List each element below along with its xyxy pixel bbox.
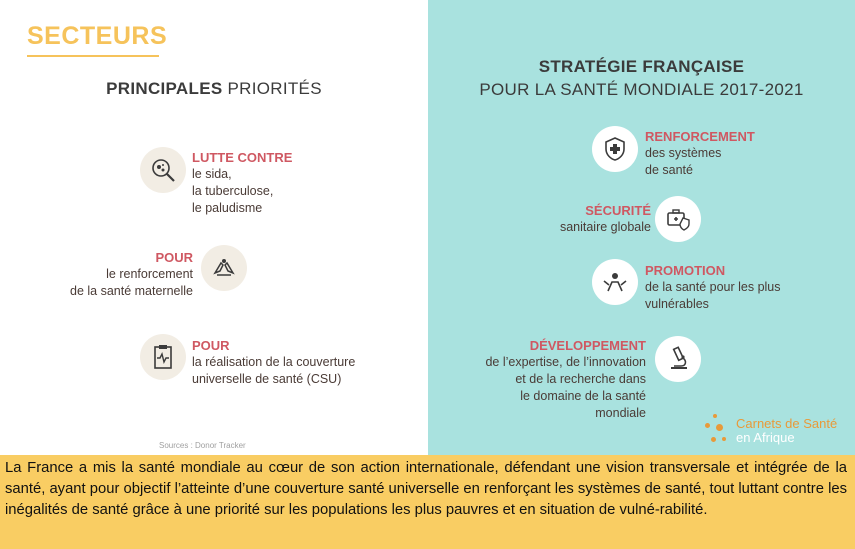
right-title-line1: STRATÉGIE FRANÇAISE [538, 57, 745, 76]
right-item-4-line: mondiale [595, 406, 646, 420]
left-item-2-line: le renforcement [106, 267, 193, 281]
section-label: SECTEURS [27, 22, 168, 50]
logo-text [736, 417, 837, 445]
right-item-4-line: de l’expertise, de l’innovation [485, 355, 646, 369]
section-underline [27, 55, 159, 57]
left-item-3-head: POUR [192, 338, 230, 353]
right-item-4 [470, 337, 646, 422]
microscope-icon [655, 336, 701, 382]
right-item-1-head: RENFORCEMENT [645, 129, 755, 144]
left-title-bold: PRINCIPALES [106, 79, 223, 98]
left-item-3-line: universelle de santé (CSU) [192, 372, 342, 386]
hands-icon [201, 245, 247, 291]
right-item-3-head: PROMOTION [645, 263, 726, 278]
left-item-1 [192, 149, 292, 217]
left-item-1-line: la tuberculose, [192, 184, 274, 198]
microscope-virus-icon [140, 147, 186, 193]
right-item-3 [645, 262, 781, 313]
right-item-4-line: et de la recherche dans [515, 372, 646, 386]
logo-line2: en Afrique [736, 430, 795, 445]
right-title-line2: POUR LA SANTÉ MONDIALE 2017-2021 [479, 80, 804, 99]
left-item-3 [192, 337, 355, 388]
right-item-4-head: DÉVELOPPEMENT [529, 338, 646, 353]
left-item-1-line: le paludisme [192, 201, 263, 215]
right-item-2-head: SÉCURITÉ [585, 203, 651, 218]
right-title [428, 55, 855, 101]
bottom-text: La France a mis la santé mondiale au cœur de son action internationale, défendant une vision transversale et intégrée de la santé, ayant pour objectif l’atteinte d’une couverture santé universelle en renforçant les systèmes de santé, tout luttant contre les inégalités de santé grâce à une priorité sur les populations les plus pauvres et en situation de vulné-rabilité. [5, 460, 847, 518]
left-title [0, 79, 428, 99]
medkit-shield-icon [655, 196, 701, 242]
left-item-1-head: LUTTE CONTRE [192, 150, 293, 165]
left-item-2-head: POUR [155, 250, 193, 265]
sources-note: Sources : Donor Tracker [159, 441, 246, 450]
right-item-3-line: vulnérables [645, 297, 709, 311]
right-item-2 [520, 202, 651, 236]
left-item-2 [40, 249, 193, 300]
people-hands-icon [592, 259, 638, 305]
logo-line1: Carnets de Santé [736, 416, 838, 431]
right-item-3-line: de la santé pour les plus [645, 280, 781, 294]
right-item-1-line: des systèmes [645, 146, 722, 160]
left-item-2-line: de la santé maternelle [70, 284, 193, 298]
right-item-1-line: de santé [645, 163, 693, 177]
shield-cross-icon [592, 126, 638, 172]
left-item-3-line: la réalisation de la couverture [192, 355, 356, 369]
right-item-4-line: le domaine de la santé [520, 389, 646, 403]
medical-chart-icon [140, 334, 186, 380]
left-item-1-line: le sida, [192, 167, 232, 181]
right-item-1 [645, 128, 755, 179]
right-item-2-line: sanitaire globale [559, 220, 651, 234]
left-title-rest: PRIORITÉS [222, 79, 322, 98]
